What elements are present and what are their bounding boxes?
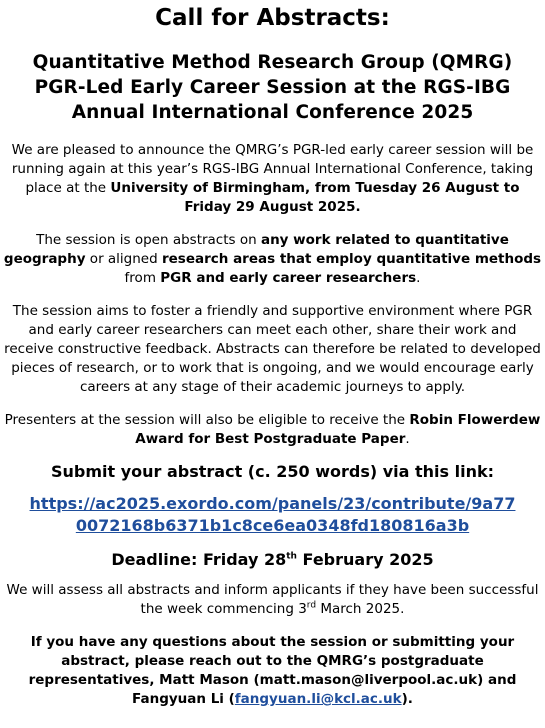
scope-text-3: from: [124, 270, 161, 286]
session-heading: [0, 50, 545, 125]
award-paragraph: [0, 411, 545, 449]
assessment-paragraph: [0, 581, 545, 619]
contact-paragraph: [0, 633, 545, 709]
award-name: Robin Flowerdew Award for Best Postgraduate Paper: [135, 412, 541, 447]
aims-paragraph: The session aims to foster a friendly and supportive environment where PGR and early career researchers can meet each other, share their work and receive constructive feedback. Abstracts can therefore be related to developed pieces of research, or to work that is ongoing, and we would encourage early careers at any stage of their academic journeys to apply.: [4, 303, 541, 395]
intro-paragraph: [0, 141, 545, 217]
contact-text: If you have any questions about the session or submitting your abstract, please reach out to the QMRG’s postgraduate representatives, Matt Mason (matt.mason@liverpool.ac.uk) and Fangyuan Li (: [28, 634, 517, 707]
deadline: [0, 549, 545, 571]
assessment-suffix: March 2025.: [316, 601, 405, 617]
deadline-ordinal: th: [286, 551, 297, 562]
scope-paragraph: [0, 231, 545, 288]
page-title: Call for Abstracts:: [155, 5, 390, 31]
submit-heading: Submit your abstract (c. 250 words) via this link:: [50, 462, 495, 481]
deadline-prefix: Deadline: Friday 28: [111, 550, 287, 569]
scope-text-4: .: [416, 270, 421, 286]
assessment-text: We will assess all abstracts and inform applicants if they have been successful the week commencing 3: [6, 582, 539, 617]
contact-end: ).: [401, 691, 413, 707]
session-heading-line-2: PGR-Led Early Career Session at the RGS-IBG: [34, 77, 511, 98]
scope-bold-1: any work related to quantitative geography: [3, 232, 509, 267]
deadline-suffix: February 2025: [296, 550, 434, 569]
scope-text-2: or aligned: [85, 251, 162, 267]
assessment-ordinal: rd: [306, 600, 317, 611]
intro-text: We are pleased to announce the QMRG’s PGR-led early career session will be running again at this year’s RGS-IBG Annual International Conference, taking place at the: [11, 142, 534, 196]
scope-bold-2: research areas that employ quantitative methods: [161, 251, 542, 267]
submission-link[interactable]: [3, 493, 543, 537]
contact-email-link[interactable]: fangyuan.li@kcl.ac.uk: [234, 691, 402, 707]
award-end: .: [405, 431, 410, 447]
venue-dates: University of Birmingham, from Tuesday 26 August to Friday 29 August 2025.: [110, 180, 520, 215]
session-heading-line-1: Quantitative Method Research Group (QMRG): [32, 52, 513, 73]
scope-text-1: The session is open abstracts on: [36, 232, 261, 248]
session-heading-line-3: Annual International Conference 2025: [71, 102, 474, 123]
submission-link-line-2: 0072168b6371b1c8ce6ea0348fd180816a3b: [75, 516, 470, 535]
award-text: Presenters at the session will also be eligible to receive the: [4, 412, 410, 428]
scope-bold-3: PGR and early career researchers: [160, 270, 417, 286]
submission-link-line-1: https://ac2025.exordo.com/panels/23/contribute/9a77: [29, 494, 516, 513]
